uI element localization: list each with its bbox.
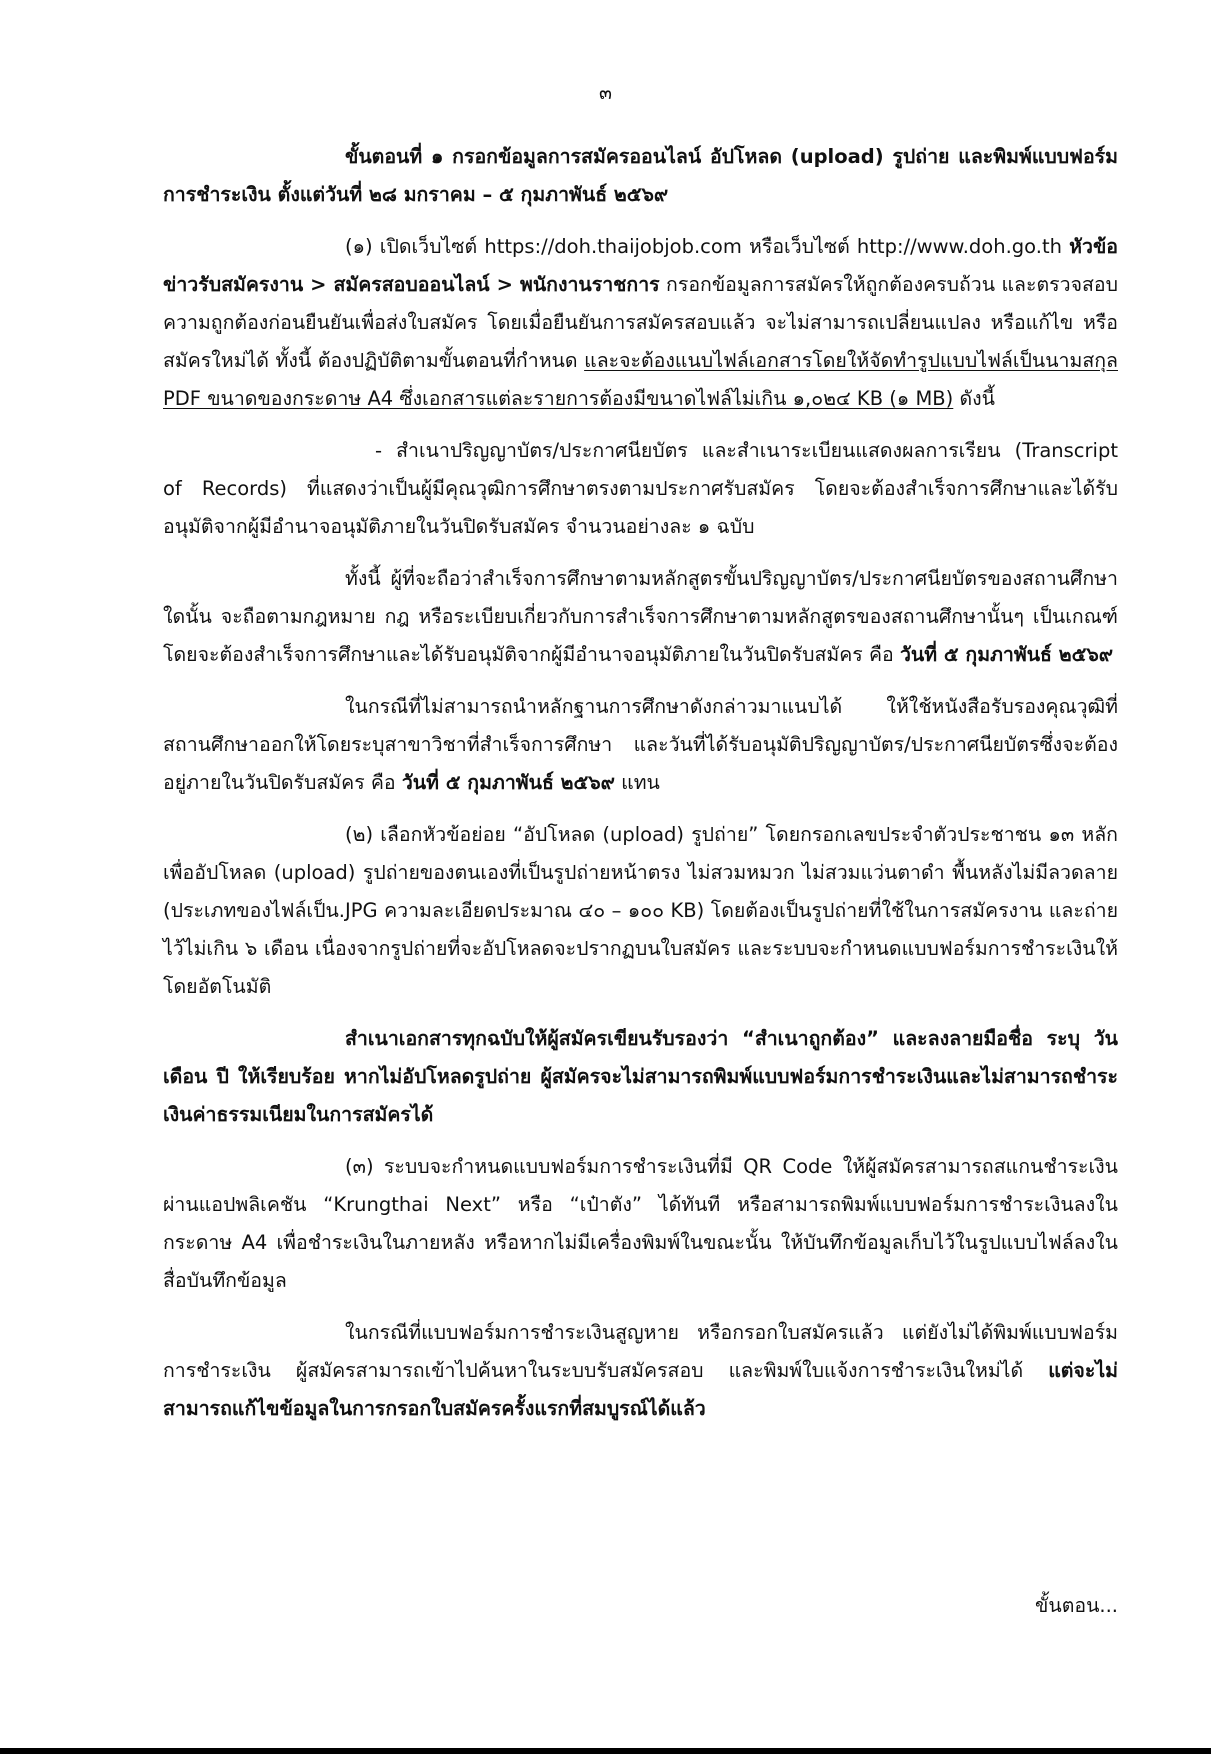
lost-form-text: ในกรณีที่แบบฟอร์มการชำระเงินสูญหาย หรือกรอกใบสมัครแล้ว แต่ยังไม่ได้พิมพ์แบบฟอร์มการชำระเงิน ผู้สมัครสามารถเข้าไปค้นหาในระบบรับสมัครสอบ และพิมพ์ใบแจ้งการชำระเงินใหม่ได้: [163, 1321, 1118, 1382]
graduation-criteria: [163, 560, 1118, 674]
step-1-heading-text: ขั้นตอนที่ ๑ กรอกข้อมูลการสมัครออนไลน์ อัปโหลด (upload) รูปถ่าย และพิมพ์แบบฟอร์มการชำระเงิน ตั้งแต่วันที่ ๒๘ มกราคม – ๕ กุมภาพันธ์ ๒๕๖๙: [163, 145, 1118, 206]
item-1-menu-path: หัวข้อ ข่าวรับสมัครงาน > สมัครสอบออนไลน์ > พนักงานราชการ: [163, 235, 1118, 296]
step-1-item-1: [163, 228, 1118, 418]
step-1-item-2: [163, 816, 1118, 1006]
step-1-item-3: [163, 1148, 1118, 1300]
closing-date: วันที่ ๕ กุมภาพันธ์ ๒๕๖๙: [899, 643, 1114, 666]
lost-form-note: [163, 1314, 1118, 1428]
graduation-criteria-text: ทั้งนี้ ผู้ที่จะถือว่าสำเร็จการศึกษาตามหลักสูตรขั้นปริญญาบัตร/ประกาศนียบัตรของสถานศึกษาใดนั้น จะถือตามกฎหมาย กฎ หรือระเบียบเกี่ยวกับการสำเร็จการศึกษาตามหลักสูตรของสถานศึกษานั้นๆ เป็นเกณฑ์ โดยจะต้องสำเร็จการศึกษาและได้รับอนุมัติจากผู้มีอำนาจอนุมัติภายในวันปิดรับสมัคร คือ: [163, 567, 1118, 666]
item-1-website-text: (๑) เปิดเว็บไซต์ https://doh.thaijobjob.com หรือเว็บไซต์ http://www.doh.go.th: [345, 235, 1070, 258]
certification-note: [163, 1020, 1118, 1134]
lost-form-warning: แต่จะไม่สามารถแก้ไขข้อมูลในการกรอกใบสมัครครั้งแรกที่สมบูรณ์ได้แล้ว: [163, 1359, 1118, 1420]
document-copy-text: - สำเนาปริญญาบัตร/ประกาศนียบัตร และสำเนาระเบียนแสดงผลการเรียน (Transcript of Records) ที่แสดงว่าเป็นผู้มีคุณวุฒิการศึกษาตรงตามประกาศรับสมัคร โดยจะต้องสำเร็จการศึกษาและได้รับอนุมัติจากผู้มีอำนาจอนุมัติภายในวันปิดรับสมัคร จำนวนอย่างละ ๑ ฉบับ: [163, 439, 1118, 538]
item-1-follows: ดังนี้: [953, 387, 996, 410]
item-1-instructions: กรอกข้อมูลการสมัครให้ถูกต้องครบถ้วน และตรวจสอบความถูกต้องก่อนยืนยันเพื่อส่งใบสมัคร โดยเมื่อยืนยันการสมัครสอบแล้ว จะไม่สามารถเปลี่ยนแปลง หรือแก้ไข หรือสมัครใหม่ได้ ทั้งนี้ ต้องปฏิบัติตามขั้นตอนที่กำหนด: [163, 273, 1118, 372]
alternative-certificate-text: ในกรณีที่ไม่สามารถนำหลักฐานการศึกษาดังกล่าวมาแนบได้ ให้ใช้หนังสือรับรองคุณวุฒิที่สถานศึกษาออกให้โดยระบุสาขาวิชาที่สำเร็จการศึกษา และวันที่ได้รับอนุมัติปริญญาบัตร/ประกาศนียบัตรซึ่งจะต้องอยู่ภายในวันปิดรับสมัคร คือ: [163, 695, 1118, 794]
photo-upload-text: (๒) เลือกหัวข้อย่อย “อัปโหลด (upload) รูปถ่าย” โดยกรอกเลขประจำตัวประชาชน ๑๓ หลัก เพื่ออัปโหลด (upload) รูปถ่ายของตนเองที่เป็นรูปถ่ายหน้าตรง ไม่สวมหมวก ไม่สวมแว่นตาดำ พื้นหลังไม่มีลวดลาย (ประเภทของไฟล์เป็น.JPG ความละเอียดประมาณ ๔๐ – ๑๐๐ KB) โดยต้องเป็นรูปถ่ายที่ใช้ในการสมัครงาน และถ่ายไว้ไม่เกิน ๖ เดือน เนื่องจากรูปถ่ายที่จะอัปโหลดจะปรากฏบนใบสมัคร และระบบจะกำหนดแบบฟอร์มการชำระเงินให้โดยอัตโนมัติ: [163, 823, 1118, 998]
payment-form-text: (๓) ระบบจะกำหนดแบบฟอร์มการชำระเงินที่มี QR Code ให้ผู้สมัครสามารถสแกนชำระเงินผ่านแอปพลิเคชัน “Krungthai Next” หรือ “เป๋าตัง” ได้ทันที หรือสามารถพิมพ์แบบฟอร์มการชำระเงินลงในกระดาษ A4 เพื่อชำระเงินในภายหลัง หรือหากไม่มีเครื่องพิมพ์ในขณะนั้น ให้บันทึกข้อมูลเก็บไว้ในรูปแบบไฟล์ลงในสื่อบันทึกข้อมูล: [163, 1155, 1118, 1292]
alternative-certificate: [163, 688, 1118, 802]
page-number: ๓: [599, 82, 612, 104]
document-body: [163, 138, 1118, 1442]
step-1-heading: [163, 138, 1118, 214]
certification-note-text: สำเนาเอกสารทุกฉบับให้ผู้สมัครเขียนรับรองว่า “สำเนาถูกต้อง” และลงลายมือชื่อ ระบุ วัน เดือน ปี ให้เรียบร้อย หากไม่อัปโหลดรูปถ่าย ผู้สมัครจะไม่สามารถพิมพ์แบบฟอร์มการชำระเงินและไม่สามารถชำระเงินค่าธรรมเนียมในการสมัครได้: [163, 1027, 1118, 1126]
alternative-closing-date: วันที่ ๕ กุมภาพันธ์ ๒๕๖๙: [401, 771, 615, 794]
document-copy-requirement: [163, 432, 1118, 546]
continuation-marker: ขั้นตอน...: [1035, 1594, 1118, 1617]
scan-bottom-edge: [0, 1748, 1211, 1754]
item-1-file-requirement: และจะต้องแนบไฟล์เอกสารโดยให้จัดทำรูปแบบไฟล์เป็นนามสกุล PDF ขนาดของกระดาษ A4 ซึ่งเอกสารแต่ละรายการต้องมีขนาดไฟล์ไม่เกิน ๑,๐๒๔ KB (๑ MB): [163, 349, 1118, 410]
alternative-suffix: แทน: [614, 771, 660, 794]
